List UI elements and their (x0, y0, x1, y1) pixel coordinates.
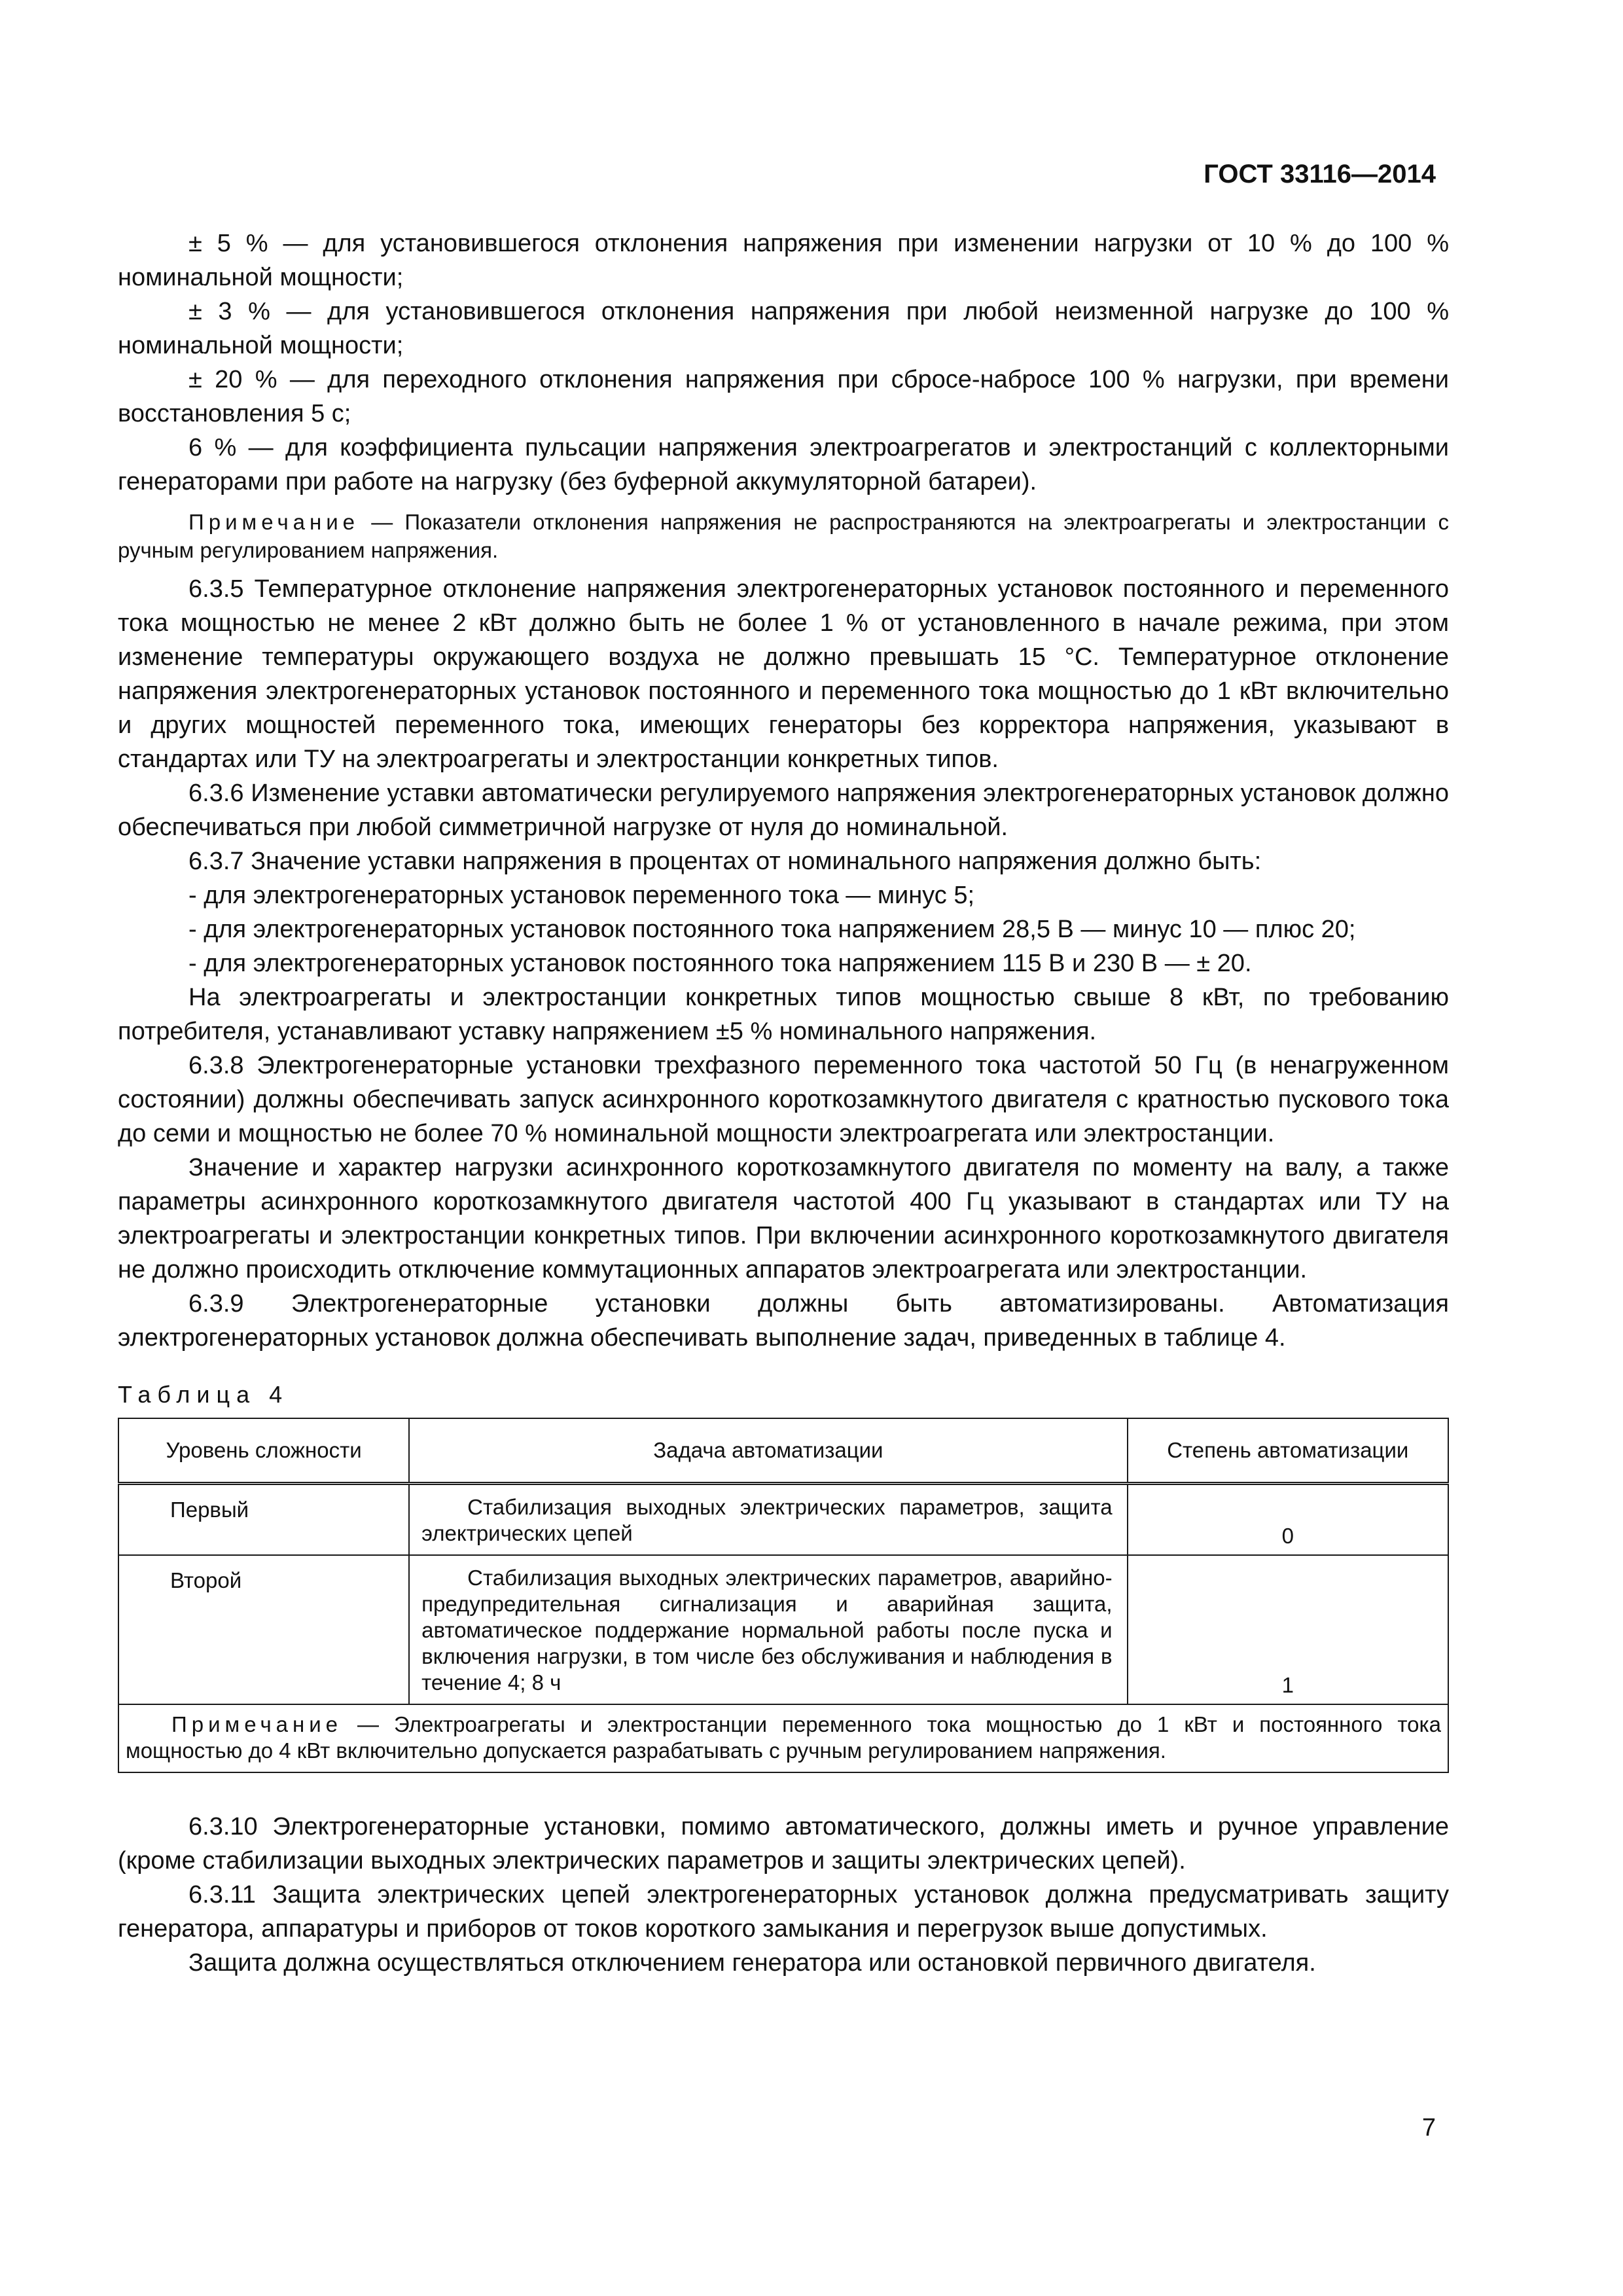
paragraph-6-3-9: 6.3.9 Электрогенераторные установки должны быть автоматизированы. Автоматизация электрогенераторных установок должна обеспечивать выполнение задач, приведенных в таблице 4. (118, 1290, 1449, 1352)
list-item: - для электрогенераторных установок переменного тока — минус 5; (188, 882, 975, 909)
task-cell: Стабилизация выходных электрических параметров, защита электрических цепей (409, 1484, 1127, 1556)
paragraph-6-3-6: 6.3.6 Изменение уставки автоматически регулируемого напряжения электрогенераторных установок должно обеспечиваться при любой симметричной нагрузке от нуля до номинальной. (118, 780, 1449, 841)
degree-cell: 1 (1128, 1555, 1448, 1704)
paragraph-6-3-10: 6.3.10 Электрогенераторные установки, помимо автоматического, должны иметь и ручное управление (кроме стабилизации выходных электрических параметров и защиты электрических цепей). (118, 1813, 1449, 1874)
table-note (118, 1704, 1448, 1772)
page-number: 7 (1421, 2114, 1436, 2142)
paragraph: 6 % — для коэффициента пульсации напряжения электроагрегатов и электростанций с коллекторными генераторами при работе на нагрузку (без буферной аккумуляторной батареи). (118, 434, 1449, 495)
paragraph: ± 3 % — для установившегося отклонения напряжения при любой неизменной нагрузке до 100 % номинальной мощности; (118, 298, 1449, 359)
paragraph: ± 20 % — для переходного отклонения напряжения при сбросе-набросе 100 % нагрузки, при времени восстановления 5 с; (118, 366, 1449, 427)
document-code-header: ГОСТ 33116—2014 (1204, 160, 1436, 188)
automation-table (118, 1418, 1449, 1773)
paragraph-6-3-7: 6.3.7 Значение уставки напряжения в процентах от номинального напряжения должно быть: (188, 848, 1262, 875)
task-cell: Стабилизация выходных электрических параметров, аварийно-предупредительная сигнализация и аварийная защита, автоматическое поддержание нормальной работы после пуска и включения нагрузки, в том числе без обслуживания и наблюдения в течение 4; 8 ч (409, 1555, 1127, 1704)
degree-cell: 0 (1128, 1484, 1448, 1556)
paragraph: ± 5 % — для установившегося отклонения напряжения при изменении нагрузки от 10 % до 100 % номинальной мощности; (118, 230, 1449, 291)
paragraph: Защита должна осуществляться отключением генератора или остановкой первичного двигателя. (188, 1949, 1316, 1977)
paragraph-6-3-8: 6.3.8 Электрогенераторные установки трехфазного переменного тока частотой 50 Гц (в ненагруженном состоянии) должны обеспечивать запуск асинхронного короткозамкнутого двигателя с кратностью пускового тока до семи и мощностью не более 70 % номинальной мощности электроагрегата или электростанции. (118, 1052, 1449, 1147)
column-header: Задача автоматизации (409, 1418, 1127, 1484)
note-label: Примечание (188, 510, 360, 534)
table-header-row (118, 1418, 1448, 1484)
level-cell: Первый (118, 1484, 409, 1556)
paragraph: На электроагрегаты и электростанции конкретных типов мощностью свыше 8 кВт, по требованию потребителя, устанавливают уставку напряжением ±5 % номинального напряжения. (118, 984, 1449, 1045)
column-header: Степень автоматизации (1128, 1418, 1448, 1484)
document-body (118, 226, 1449, 1980)
paragraph-6-3-5: 6.3.5 Температурное отклонение напряжения электрогенераторных установок постоянного и переменного тока мощностью не менее 2 кВт должно быть не более 1 % от установленного в начале режима, при этом изменение температуры окружающего воздуха не должно превышать 15 °С. Температурное отклонение напряжения электрогенераторных установок постоянного и переменного тока мощностью до 1 кВт включительно и других мощностей переменного тока, имеющих генераторы без корректора напряжения, указывают в стандартах или ТУ на электроагрегаты и электростанции конкретных типов. (118, 575, 1449, 773)
level-cell: Второй (118, 1555, 409, 1704)
table-note-text: — Электроагрегаты и электростанции переменного тока мощностью до 1 кВт и постоянного тока мощностью до 4 кВт включительно допускается разрабатывать с ручным регулированием напряжения. (126, 1712, 1442, 1763)
table-note-row (118, 1704, 1448, 1772)
list-item: - для электрогенераторных установок постоянного тока напряжением 115 В и 230 В — ± 20. (188, 950, 1252, 977)
paragraph-6-3-11: 6.3.11 Защита электрических цепей электрогенераторных установок должна предусматривать защиту генератора, аппаратуры и приборов от токов короткого замыкания и перегрузок выше допустимых. (118, 1881, 1449, 1943)
paragraph: Значение и характер нагрузки асинхронного короткозамкнутого двигателя по моменту на валу, а также параметры асинхронного короткозамкнутого двигателя частотой 400 Гц указывают в стандартах или ТУ на электроагрегаты и электростанции конкретных типов. При включении асинхронного короткозамкнутого двигателя не должно происходить отключение коммутационных аппаратов электроагрегата или электростанции. (118, 1154, 1449, 1283)
note-paragraph (118, 508, 1449, 564)
column-header: Уровень сложности (118, 1418, 409, 1484)
table-row (118, 1555, 1448, 1704)
list-item: - для электрогенераторных установок постоянного тока напряжением 28,5 В — минус 10 — плюс 20; (188, 916, 1356, 943)
table-caption: Таблица 4 (118, 1381, 289, 1408)
note-text: — Показатели отклонения напряжения не распространяются на электроагрегаты и электростанции с ручным регулированием напряжения. (118, 510, 1449, 562)
table-row (118, 1484, 1448, 1556)
table-note-label: Примечание (171, 1712, 343, 1736)
